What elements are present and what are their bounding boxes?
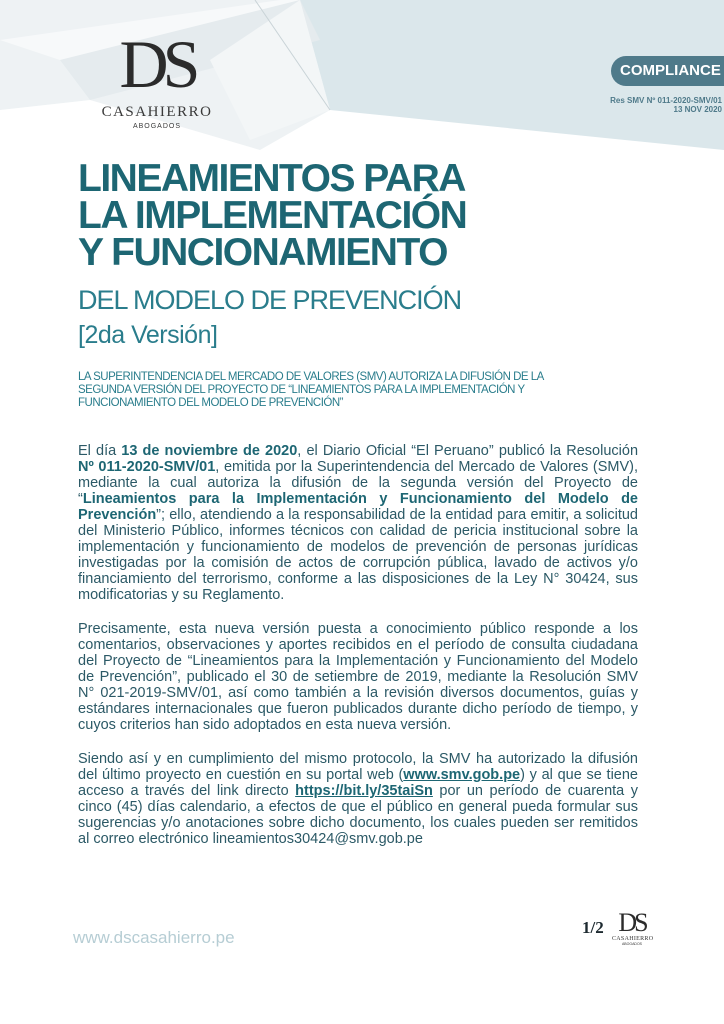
paragraph-3: Siendo así y en cumplimiento del mismo protocolo, la SMV ha autorizado la difusión del último proyecto en cuestión en su portal web (www.smv.gob.pe) y al que se tiene acceso a través del link directo https://bit.ly/35taiSn por un período de cuarenta y cinco (45) días calendario, a efectos de que el público en general pueda formular sus sugerencias y/o anotaciones sobre dicho documento, los cuales pueden ser remitidos al correo electrónico lineamientos30424@smv.gob.pe [78,751,638,847]
title-line: LA IMPLEMENTACIÓN [78,194,467,237]
compliance-badge: COMPLIANCE [611,56,724,86]
title-line: LINEAMIENTOS PARA [78,157,465,200]
document-subtitle: DEL MODELO DE PREVENCIÓN [78,285,462,315]
paragraph-2: Precisamente, esta nueva versión puesta a conocimiento público responde a los comentarios, observaciones y aportes recibidos en el período de consulta ciudadana del Proyecto de “Lineamientos para la Implementación y Funcionamiento del Modelo de Prevención”, publicado el 30 de setiembre de 2019, mediante la Resolución SMV N° 021-2019-SMV/01, así como también a la revisión diversos documentos, guías y estándares internacionales que fueron publicados durante dicho período de tiempo, y cuyos criterios han sido adoptados en esta nueva versión. [78,621,638,733]
logo-name: CASAHIERRO [101,104,213,120]
company-logo [92,26,222,130]
publication-date: 13 de noviembre de 2020 [121,443,298,459]
paragraph-1: El día 13 de noviembre de 2020, el Diario Oficial “El Peruano” publicó la Resolución Nº 011-2020-SMV/01, emitida por la Superintendencia del Mercado de Valores (SMV), mediante la cual autoriza la difusión de la segunda versión del Proyecto de “Lineamientos para la Implementación y Funcionamiento del Modelo de Prevención”; ello, atendiendo a la responsabilidad de la entidad para emitir, a solicitud del Ministerio Público, informes técnicos con calidad de pericia institucional sobre la implementación y funcionamiento de modelos de prevención de personas jurídicas investigadas por la comisión de actos de corrupción pública, lavado de activos y/o financiamiento del terrorismo, conforme a las disposiciones de la Ley N° 30424, sus modificatorias y su Reglamento. [78,443,639,603]
logo-subtitle: ABOGADOS [132,123,182,130]
footer-logo-name: CASAHIERRO [612,936,654,942]
direct-link[interactable]: https://bit.ly/35taiSn [295,783,433,799]
resolution-reference [610,96,722,114]
page-number: 1/2 [582,918,604,937]
footer-logo-sub: ABOGADOS [621,942,643,946]
smv-website-link[interactable]: www.smv.gob.pe [403,767,521,783]
document-title [78,157,638,274]
lead-summary: LA SUPERINTENDENCIA DEL MERCADO DE VALORES (SMV) AUTORIZA LA DIFUSIÓN DE LA SEGUNDA VERSIÓN DEL PROYECTO DE “LINEAMIENTOS PARA LA IMPLEMENTACIÓN Y FUNCIONAMIENTO DEL MODELO DE PREVENCIÓN” [78,371,544,409]
project-name: Lineamientos para la Implementación y Funcionamiento del Modelo de Prevención [78,491,638,523]
footer-logo [612,910,652,946]
resolution-number: Nº 011-2020-SMV/01 [78,459,216,475]
footer-website[interactable]: www.dscasahierro.pe [73,928,235,947]
article-body [78,443,638,865]
logo-mark: DS [119,26,195,102]
reference-number: Res SMV Nº 011-2020-SMV/01 [610,96,722,105]
document-version: [2da Versión] [78,321,218,349]
title-line: Y FUNCIONAMIENTO [78,231,447,274]
reference-date: 13 NOV 2020 [673,105,722,114]
footer-logo-mark: DS [618,908,646,937]
